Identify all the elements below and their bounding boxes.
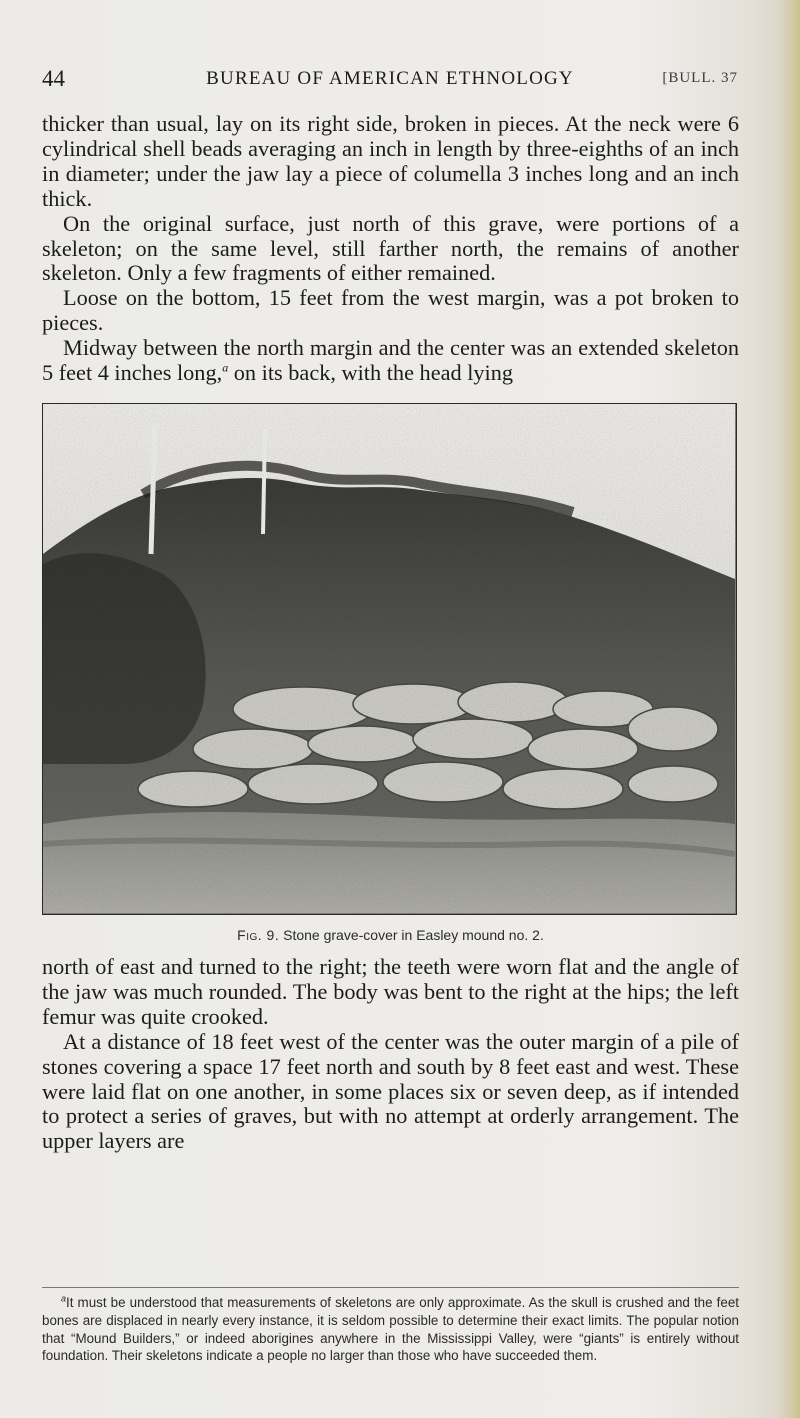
- bulletin-reference: [BULL. 37: [662, 70, 738, 86]
- paragraph-text: Midway between the north margin and the center was an extended skeleton 5 feet 4 inches long,: [42, 335, 739, 386]
- paragraph: thicker than usual, lay on its right side, broken in pieces. At the neck were 6 cylindrical shell beads averaging an inch in length by three-eighths of an inch in diameter; under the jaw lay a piece of columella 3 inches long and an inch thick.: [42, 111, 739, 211]
- scan-edge-discoloration: [778, 0, 800, 1418]
- body-text-top: [42, 112, 739, 386]
- body-text-bottom: [42, 955, 739, 1154]
- figure-caption: [42, 927, 739, 943]
- figure-label: Fig. 9.: [237, 927, 280, 943]
- footnote-reference[interactable]: a: [222, 360, 229, 375]
- figure-photograph: [42, 403, 737, 915]
- paragraph: At a distance of 18 feet west of the center was the outer margin of a pile of stones covering a space 17 feet north and south by 8 feet east and west. These were laid flat on one another, in some places six or seven deep, as if intended to protect a series of graves, but with no attempt at orderly arrangement. The upper layers are: [42, 1028, 739, 1154]
- running-title: BUREAU OF AMERICAN ETHNOLOGY: [206, 68, 574, 89]
- mound-photo-illustration: [43, 404, 735, 913]
- paragraph: north of east and turned to the right; the teeth were worn flat and the angle of the jaw was much rounded. The body was bent to the right at the hips; the left femur was quite crooked.: [42, 954, 739, 1029]
- page-header: [42, 66, 738, 96]
- footnote: [42, 1294, 739, 1365]
- paragraph: [42, 336, 739, 386]
- paragraph: Loose on the bottom, 15 feet from the west margin, was a pot broken to pieces.: [42, 285, 739, 336]
- footnote-text: It must be understood that measurements of skeletons are only approximate. As the skull is crushed and the feet bones are displaced in nearly every instance, it is seldom possible to determine their exact limits. The popular notion that “Mound Builders,” or indeed aborigines anywhere in the Mississippi Valley, were “giants” is entirely without foundation. Their skeletons indicate a people no larger than those who have succeeded them.: [42, 1295, 739, 1364]
- page-number: 44: [42, 66, 65, 91]
- paragraph: On the original surface, just north of this grave, were portions of a skeleton; on the same level, still farther north, the remains of another skeleton. Only a few fragments of either remained.: [42, 210, 739, 286]
- footnote-marker: a: [61, 1293, 67, 1304]
- paragraph-text: on its back, with the head lying: [228, 360, 514, 386]
- figure-caption-text: Stone grave-cover in Easley mound no. 2.: [283, 927, 544, 943]
- footnote-divider: [42, 1287, 739, 1288]
